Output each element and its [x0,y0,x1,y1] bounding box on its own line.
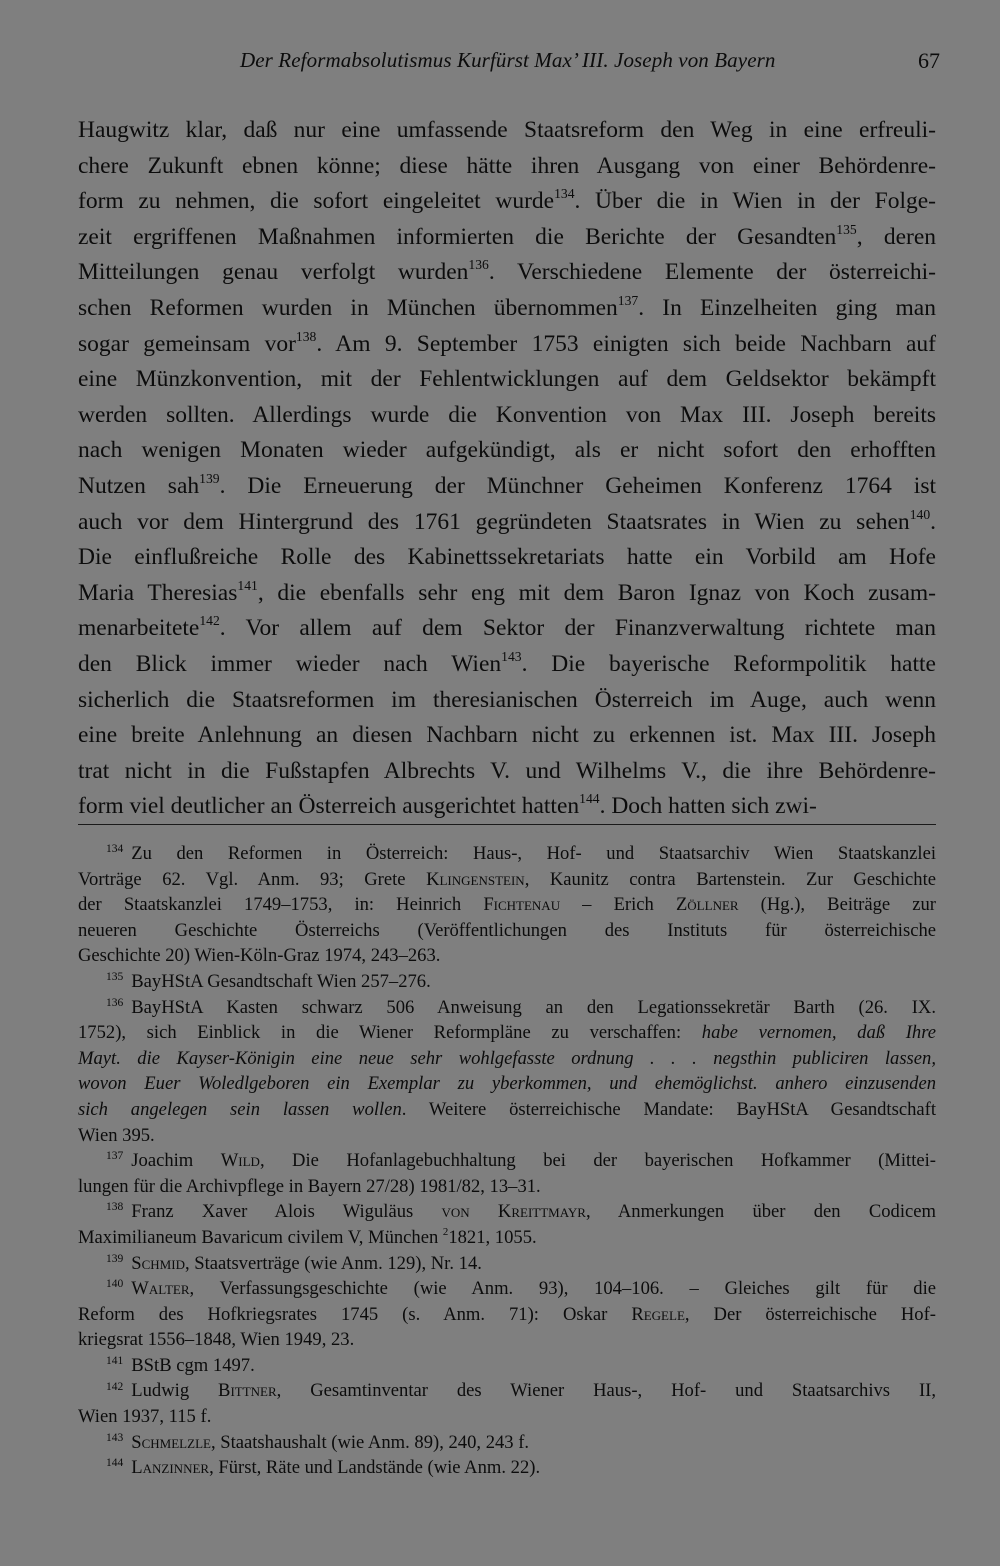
edition-number: 2 [442,1225,449,1238]
footnote-139: $^{139}$ Schmid, Staatsverträge (wie Anm. 129), Nr. 14. [106,1252,482,1274]
author-name: Lanzinner [131,1457,210,1479]
footnotes [78,841,936,1481]
footnote-number: 136 [106,996,124,1009]
text-line: form viel deutlicher an Österreich ausgerichtet hatten$^{144}$. Doch hatten sich zwi- [78,791,817,820]
footnote-number: 144 [106,1457,124,1470]
page-number: 67 [918,48,940,73]
footnote-134: $^{134}$ Zu den Reformen in Österreich: Haus-, Hof- und Staatsarchiv Wien Staatskanzlei Vorträge 62. Vgl. Anm. 93; Grete Klingenstein, Kaunitz contra Bartenstein. Zur Geschichte der Staatskanzlei 1749–1753, in: Heinrich Fichtenau – Erich Zöllner (Hg.), Beiträge zur neueren Geschichte Österreichs (Veröffentlichungen des Instituts für österreichische Geschichte 20) Wien-Köln-Graz 1974, 243–263. [78,843,936,967]
running-header [78,48,940,78]
footnote-141: $^{141}$ BStB cgm 1497. [106,1354,255,1376]
footnote-ref[interactable]: 144 [579,791,600,807]
footnote-number: 135 [106,971,124,984]
footnote-ref[interactable]: 143 [501,648,522,664]
footnote-number: 140 [106,1278,124,1291]
footnote-number: 141 [106,1354,124,1367]
footnote-ref[interactable]: 138 [295,328,317,344]
main-text [78,113,936,825]
quotation: Mayt. die Kayser-Königin eine neue sehr wohlgefasste ordnung . . . negsthin publiciren lassen, [78,1047,936,1069]
author-name: Klingenstein [426,868,525,890]
footnote-number: 142 [106,1380,124,1393]
text-line: werden sollten. Allerdings wurde die Konvention von Max III. Joseph bereits [78,401,936,428]
author-name: Schmid [131,1252,185,1274]
footnote-number: 134 [106,843,124,856]
author-name: von Kreittmayr [441,1201,586,1223]
footnote-number: 143 [106,1431,124,1444]
footnote-ref[interactable]: 136 [468,257,489,273]
footnote-144: $^{144}$ Lanzinner, Fürst, Räte und Landstände (wie Anm. 22). [106,1457,541,1479]
author-name: Schmelzle [131,1431,211,1453]
footnote-ref[interactable]: 135 [836,221,857,237]
footnote-separator [78,824,936,825]
text-line: Nutzen sah$^{139}$. Die Erneuerung der Münchner Geheimen Konferenz 1764 ist [78,470,936,499]
author-name: Fichtenau [483,894,561,916]
author-name: Walter [131,1278,190,1300]
footnote-number: 137 [106,1150,124,1163]
quotation: habe vernomen, daß Ihre [701,1022,937,1044]
author-name: Wild [220,1150,260,1172]
text-line: form zu nehmen, die sofort eingeleitet wurde$^{134}$. Über die in Wien in der Folge- [78,185,936,215]
text-line: auch vor dem Hintergrund des 1761 gegründeten Staatsrates in Wien zu sehen$^{140}$. [78,506,936,535]
footnote-number: 139 [106,1252,124,1265]
running-title: Der Reformabsolutismus Kurfürst Max’ III. Joseph von Bayern [240,48,776,72]
author-name: Regele [631,1303,685,1325]
text-line: chere Zukunft ebnen könne; diese hätte ihren Ausgang von einer Behördenre- [78,152,936,179]
footnote-135: $^{135}$ BayHStA Gesandtschaft Wien 257–276. [106,970,431,992]
footnote-ref[interactable]: 139 [199,470,220,486]
footnote-ref[interactable]: 141 [237,577,258,593]
footnote-137: $^{137}$ Joachim Wild, Die Hofanlagebuchhaltung bei der bayerischen Hofkammer (Mittei- lungen für die Archivpflege in Bayern 27/28) 1981/82, 13–31. [78,1150,936,1197]
text-line: eine breite Anlehnung an diesen Nachbarn nicht zu erkennen ist. Max III. Joseph [78,722,936,749]
text-line: sicherlich die Staatsreformen im theresianischen Österreich im Auge, auch wenn [78,686,936,713]
quotation: sich angelegen sein lassen wollen [78,1098,402,1120]
text-line: menarbeitete$^{142}$. Vor allem auf dem Sektor der Finanzverwaltung richtete man [78,613,936,642]
text-line: eine Münzkonvention, mit der Fehlentwicklungen auf dem Geldsektor bekämpft [78,366,936,393]
text-line: zeit ergriffenen Maßnahmen informierten die Berichte der Gesandten$^{135}$, deren [78,221,936,250]
footnote-136: $^{136}$ BayHStA Kasten schwarz 506 Anweisung an den Legationssekretär Barth (26. IX. 1752), sich Einblick in die Wiener Reformpläne zu verschaffen: habe vernomen, daß Ihre Mayt. die Kayser-Königin eine neue sehr wohlgefasste ordnung . . . negsthin publiciren lassen, wovon Euer Woledlgeboren ein Exemplar zu yberkommen, und ehemöglichst. anhero einzusenden sich angelegen sein lassen wollen. Weitere österreichische Mandate: BayHStA Gesandtschaft Wien 395. [78,996,937,1146]
footnote-138: $^{138}$ Franz Xaver Alois Wiguläus von Kreittmayr, Anmerkungen über den Codicem Maximilianeum Bavaricum civilem V, München $^2$1821, 1055. [78,1201,936,1248]
text-line: Maria Theresias$^{141}$, die ebenfalls sehr eng mit dem Baron Ignaz von Koch zusam- [78,577,936,606]
footnote-ref[interactable]: 137 [617,292,639,308]
text-line: nach wenigen Monaten wieder aufgekündigt, als er nicht sofort den erhofften [78,437,936,464]
text-line: Die einflußreiche Rolle des Kabinettssekretariats hatte ein Vorbild am Hofe [78,544,936,571]
footnote-ref[interactable]: 140 [909,506,931,522]
author-name: Bittner [218,1380,277,1402]
footnote-142: $^{142}$ Ludwig Bittner, Gesamtinventar des Wiener Haus-, Hof- und Staatsarchivs II, Wien 1937, 115 f. [78,1380,936,1428]
text-line: schen Reformen wurden in München übernommen$^{137}$. In Einzelheiten ging man [78,292,936,321]
text-line: Haugwitz klar, daß nur eine umfassende Staatsreform den Weg in eine erfreuli- [78,117,936,143]
footnote-ref[interactable]: 134 [554,185,575,201]
footnote-140: $^{140}$ Walter, Verfassungsgeschichte (wie Anm. 93), 104–106. – Gleiches gilt für die Reform des Hofkriegsrates 1745 (s. Anm. 71): Oskar Regele, Der österreichische Hof- kriegsrat 1556–1848, Wien 1949, 23. [78,1278,936,1351]
text-line: Mitteilungen genau verfolgt wurden$^{136}$. Verschiedene Elemente der österreichi- [78,257,936,286]
text-line: trat nicht in die Fußstapfen Albrechts V. und Wilhelms V., die ihre Behördenre- [78,757,936,784]
text-line: den Blick immer wieder nach Wien$^{143}$. Die bayerische Reformpolitik hatte [78,648,936,677]
text-line: sogar gemeinsam vor$^{138}$. Am 9. September 1753 einigten sich beide Nachbarn auf [78,328,936,357]
author-name: Zöllner [675,894,739,916]
footnote-143: $^{143}$ Schmelzle, Staatshaushalt (wie Anm. 89), 240, 243 f. [106,1431,530,1453]
quotation: wovon Euer Woledlgeboren ein Exemplar zu yberkommen, und ehemöglichst. anhero einzusenden [78,1073,936,1095]
footnote-ref[interactable]: 142 [199,613,220,629]
footnote-number: 138 [106,1201,124,1214]
